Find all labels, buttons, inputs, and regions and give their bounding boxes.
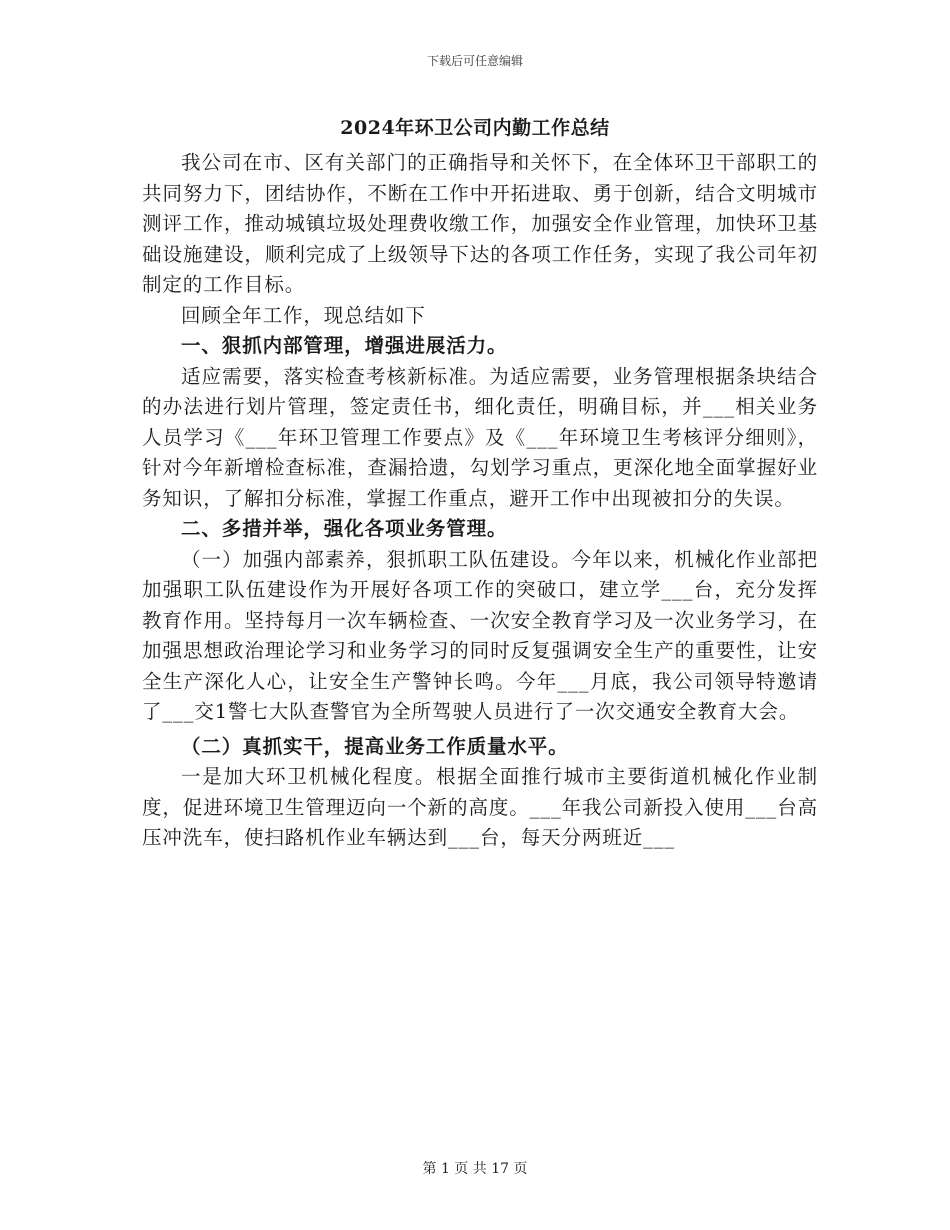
paragraph-team-building: （一）加强内部素养，狠抓职工队伍建设。今年以来，机械化作业部把加强职工队伍建设作为开展好各项工作的突破口，建立学___台，充分发挥教育作用。坚持每月一次车辆检查、一次安全教育学习及一次业务学习，在加强思想政治理论学习和业务学习的同时反复强调安全生产的重要性，让安全生产深化人心，让安全生产警钟长鸣。今年___月底，我公司领导特邀请了___交1警七大队查警官为全所驾驶人员进行了一次交通安全教育大会。 — [142, 547, 818, 723]
subsection-heading-2: （二）真抓实干，提高业务工作质量水平。 — [181, 734, 569, 758]
paragraph-intro: 我公司在市、区有关部门的正确指导和关怀下，在全体环卫干部职工的共同努力下，团结协作，不断在工作中开拓进取、勇于创新，结合文明城市测评工作，推动城镇垃圾处理费收缴工作，加强安全作业管理，加快环卫基础设施建设，顺利完成了上级领导下达的各项工作任务，实现了我公司年初制定的工作目标。 — [142, 151, 818, 296]
paragraph-standards: 适应需要，落实检查考核新标准。为适应需要，业务管理根据条块结合的办法进行划片管理，签定责任书，细化责任，明确目标，并___相关业务人员学习《___年环卫管理工作要点》及《___年环境卫生考核评分细则》，针对今年新增检查标准，查漏拾遗，勾划学习重点，更深化地全面掌握好业务知识，了解扣分标准，掌握工作重点，避开工作中出现被扣分的失误。 — [142, 364, 818, 510]
section-heading-1: 一、狠抓内部管理，增强进展活力。 — [181, 334, 508, 357]
page-header-note: 下载后可任意编辑 — [426, 54, 523, 68]
document-body — [142, 148, 818, 854]
paragraph-review: 回顾全年工作，现总结如下 — [181, 303, 426, 327]
document-title: 2024年环卫公司内勤工作总结 — [340, 117, 610, 139]
paragraph-mechanization: 一是加大环卫机械化程度。根据全面推行城市主要街道机械化作业制度，促进环境卫生管理迈向一个新的高度。___年我公司新投入使用___台高压冲洗车，使扫路机作业车辆达到___台，每天分两班近___ — [142, 765, 818, 849]
section-heading-2: 二、多措并举，强化各项业务管理。 — [181, 517, 508, 540]
page-number: 第 1 页 共 17 页 — [422, 1161, 528, 1177]
